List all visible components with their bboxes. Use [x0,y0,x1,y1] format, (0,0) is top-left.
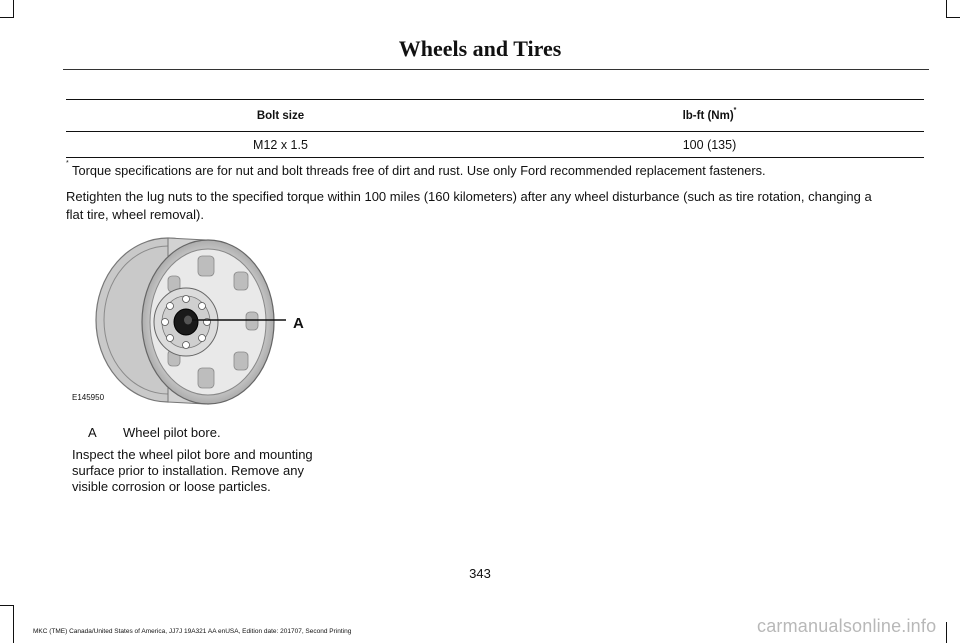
table-cell-bolt-size: M12 x 1.5 [66,132,495,158]
watermark: carmanualsonline.info [757,616,937,636]
table-row [66,132,924,158]
inspect-paragraph-line1: Inspect the wheel pilot bore and mounting [72,447,313,462]
table-header-torque [495,100,924,132]
retighten-paragraph-line1: Retighten the lug nuts to the specified torque within 100 miles (160 kilometers) after any wheel disturbance (such as tire rotation, changing a [66,189,872,204]
crop-mark-top-left-v [13,0,14,17]
table-header-torque-label: lb-ft (Nm) [682,109,734,122]
legend-text: Wheel pilot bore. [123,425,221,440]
crop-mark-top-right-h [946,17,960,18]
page-number: 343 [469,566,491,581]
retighten-paragraph-line2: flat tire, wheel removal). [66,207,204,222]
table-header-bolt-size: Bolt size [66,100,495,132]
table-header-row [66,100,924,132]
image-reference-code: E145950 [72,393,105,402]
crop-mark-bottom-right-v [946,622,947,643]
inspect-paragraph-line2: surface prior to installation. Remove any [72,463,304,478]
page-title: Wheels and Tires [398,36,562,61]
title-rule [63,69,929,70]
torque-footnote [66,160,936,178]
crop-mark-top-left-h [0,17,14,18]
inspect-paragraph-line3: visible corrosion or loose particles. [72,479,271,494]
edition-info: MKC (TME) Canada/United States of America, JJ7J 19A321 AA enUSA, Edition date: 201707, Second Printing [33,628,352,635]
crop-mark-bottom-left-v [13,605,14,643]
wheel-illustration [68,232,308,407]
footnote-marker: * [66,160,69,167]
table-cell-torque: 100 (135) [495,132,924,158]
crop-mark-top-right-v [946,0,947,17]
callout-label-a: A [293,315,304,332]
crop-mark-bottom-left-h [0,605,14,606]
footnote-text: Torque specifications are for nut and bolt threads free of dirt and rust. Use only Ford recommended replacement fasteners. [68,163,766,178]
legend-letter: A [88,425,97,440]
torque-spec-table [66,99,924,158]
footnote-marker: * [733,106,737,114]
